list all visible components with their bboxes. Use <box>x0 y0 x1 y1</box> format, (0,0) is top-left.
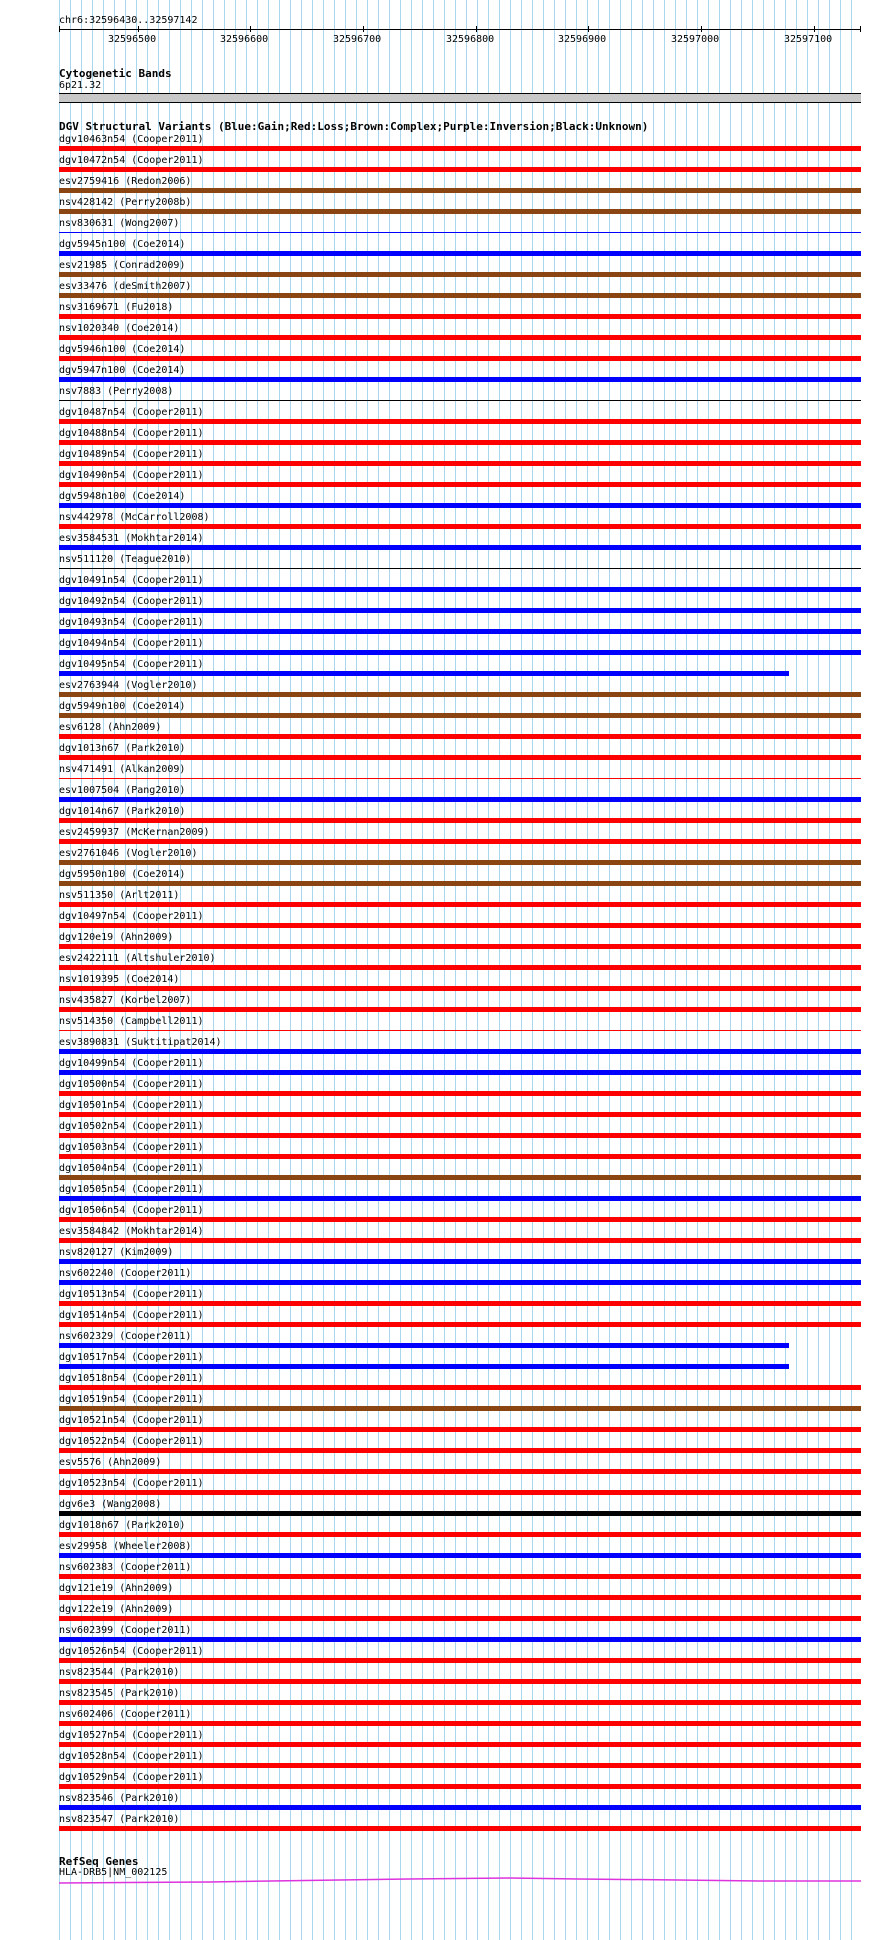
dgv-variant-label[interactable]: nsv602399 (Cooper2011) <box>59 1625 192 1636</box>
dgv-variant-label[interactable]: nsv602383 (Cooper2011) <box>59 1562 192 1573</box>
dgv-variant-label[interactable]: dgv10493n54 (Cooper2011) <box>59 617 204 628</box>
dgv-variant-bar[interactable] <box>59 419 861 424</box>
dgv-variant-bar[interactable] <box>59 1049 861 1054</box>
dgv-variant-bar[interactable] <box>59 400 861 401</box>
dgv-variant-bar[interactable] <box>59 1030 861 1031</box>
dgv-variant-label[interactable]: dgv121e19 (Ahn2009) <box>59 1583 174 1594</box>
dgv-variant-label[interactable]: dgv5948n100 (Coe2014) <box>59 491 186 502</box>
ruler-tick <box>814 26 815 32</box>
dgv-variant-bar[interactable] <box>59 232 861 233</box>
dgv-variant-label[interactable]: esv21985 (Conrad2009) <box>59 260 186 271</box>
dgv-variant-bar[interactable] <box>59 1091 861 1096</box>
dgv-variant-bar[interactable] <box>59 1763 861 1768</box>
dgv-variant-label[interactable]: nsv830631 (Wong2007) <box>59 218 180 229</box>
dgv-variant-label[interactable]: nsv602406 (Cooper2011) <box>59 1709 192 1720</box>
dgv-variant-label[interactable]: dgv10491n54 (Cooper2011) <box>59 575 204 586</box>
dgv-variant-label[interactable]: dgv10501n54 (Cooper2011) <box>59 1100 204 1111</box>
dgv-track-title[interactable]: DGV Structural Variants (Blue:Gain;Red:Loss;Brown:Complex;Purple:Inversion;Black:Unknown) <box>59 120 649 133</box>
dgv-variant-bar[interactable] <box>59 1196 861 1201</box>
dgv-variant-label[interactable]: esv3584531 (Mokhtar2014) <box>59 533 204 544</box>
dgv-variant-label[interactable]: nsv511120 (Teague2010) <box>59 554 192 565</box>
dgv-variant-bar[interactable] <box>59 1700 861 1705</box>
ruler-tick-label: 32596900 <box>558 34 607 45</box>
dgv-variant-label[interactable]: dgv5946n100 (Coe2014) <box>59 344 186 355</box>
dgv-variant-label[interactable]: nsv435827 (Korbel2007) <box>59 995 192 1006</box>
ruler-axis-line <box>59 29 861 30</box>
dgv-variant-label[interactable]: dgv10519n54 (Cooper2011) <box>59 1394 204 1405</box>
dgv-variant-label[interactable]: nsv3169671 (Fu2018) <box>59 302 174 313</box>
dgv-variant-bar[interactable] <box>59 818 861 823</box>
dgv-variant-label[interactable]: esv5576 (Ahn2009) <box>59 1457 162 1468</box>
ruler-tick <box>701 26 702 32</box>
dgv-variant-bar[interactable] <box>59 1553 861 1558</box>
dgv-variant-label[interactable]: dgv6e3 (Wang2008) <box>59 1499 162 1510</box>
dgv-variant-label[interactable]: dgv10489n54 (Cooper2011) <box>59 449 204 460</box>
refseq-gene-label: HLA-DRB5|NM_002125 <box>59 1867 168 1878</box>
dgv-variant-bar[interactable] <box>59 167 861 172</box>
dgv-variant-label[interactable]: dgv10504n54 (Cooper2011) <box>59 1163 204 1174</box>
dgv-variant-bar[interactable] <box>59 755 861 760</box>
dgv-variant-label[interactable]: dgv10490n54 (Cooper2011) <box>59 470 204 481</box>
dgv-variant-bar[interactable] <box>59 1721 861 1726</box>
dgv-variant-label[interactable]: dgv10497n54 (Cooper2011) <box>59 911 204 922</box>
dgv-variant-bar[interactable] <box>59 1217 861 1222</box>
dgv-variant-bar[interactable] <box>59 923 861 928</box>
ruler-tick <box>138 26 139 32</box>
dgv-variant-label[interactable]: esv2763944 (Vogler2010) <box>59 680 198 691</box>
dgv-variant-label[interactable]: nsv823546 (Park2010) <box>59 1793 180 1804</box>
dgv-variant-bar[interactable] <box>59 1007 861 1012</box>
dgv-variant-label[interactable]: dgv5950n100 (Coe2014) <box>59 869 186 880</box>
dgv-variant-bar[interactable] <box>59 188 861 193</box>
ruler-tick-label: 32597000 <box>671 34 720 45</box>
dgv-variant-label[interactable]: dgv1013n67 (Park2010) <box>59 743 186 754</box>
refseq-track-title[interactable]: RefSeq Genes <box>59 1855 139 1868</box>
dgv-variant-bar[interactable] <box>59 713 861 718</box>
dgv-variant-bar[interactable] <box>59 671 789 676</box>
dgv-variant-label[interactable]: dgv10506n54 (Cooper2011) <box>59 1205 204 1216</box>
ruler-tick-label: 32596500 <box>108 34 157 45</box>
dgv-variant-bar[interactable] <box>59 482 861 487</box>
dgv-variant-label[interactable]: dgv10488n54 (Cooper2011) <box>59 428 204 439</box>
dgv-variant-bar[interactable] <box>59 1385 861 1390</box>
dgv-variant-label[interactable]: dgv10529n54 (Cooper2011) <box>59 1772 204 1783</box>
dgv-variant-bar[interactable] <box>59 1805 861 1810</box>
dgv-variant-bar[interactable] <box>59 1427 861 1432</box>
dgv-variant-bar[interactable] <box>59 1469 861 1474</box>
ruler-tick <box>363 26 364 32</box>
dgv-variant-bar[interactable] <box>59 503 861 508</box>
dgv-variant-label[interactable]: dgv10514n54 (Cooper2011) <box>59 1310 204 1321</box>
dgv-variant-label[interactable]: dgv10487n54 (Cooper2011) <box>59 407 204 418</box>
dgv-variant-label[interactable]: nsv1020340 (Coe2014) <box>59 323 180 334</box>
dgv-variant-label[interactable]: dgv10503n54 (Cooper2011) <box>59 1142 204 1153</box>
cytoband-track-title[interactable]: Cytogenetic Bands <box>59 67 172 80</box>
dgv-variant-bar[interactable] <box>59 1406 861 1411</box>
dgv-variant-label[interactable]: dgv10505n54 (Cooper2011) <box>59 1184 204 1195</box>
dgv-variant-label[interactable]: dgv5947n100 (Coe2014) <box>59 365 186 376</box>
dgv-variant-label[interactable]: dgv10513n54 (Cooper2011) <box>59 1289 204 1300</box>
dgv-variant-label[interactable]: esv2459937 (McKernan2009) <box>59 827 210 838</box>
cytoband-bar[interactable] <box>59 93 861 103</box>
dgv-variant-bar[interactable] <box>59 146 861 151</box>
dgv-variant-bar[interactable] <box>59 839 861 844</box>
ruler-tick-label: 32596600 <box>220 34 269 45</box>
gene-line <box>59 1878 861 1883</box>
dgv-variant-label[interactable]: nsv511350 (Arlt2011) <box>59 890 180 901</box>
dgv-variant-bar[interactable] <box>59 251 861 256</box>
dgv-variant-label[interactable]: nsv7883 (Perry2008) <box>59 386 174 397</box>
dgv-variant-bar[interactable] <box>59 377 861 382</box>
dgv-variant-bar[interactable] <box>59 965 861 970</box>
dgv-variant-bar[interactable] <box>59 629 861 634</box>
dgv-variant-bar[interactable] <box>59 1154 861 1159</box>
dgv-variant-label[interactable]: dgv10500n54 (Cooper2011) <box>59 1079 204 1090</box>
dgv-variant-bar[interactable] <box>59 734 861 739</box>
dgv-variant-bar[interactable] <box>59 860 861 865</box>
dgv-variant-bar[interactable] <box>59 524 861 529</box>
dgv-variant-bar[interactable] <box>59 1658 861 1663</box>
dgv-variant-label[interactable]: nsv514350 (Campbell2011) <box>59 1016 204 1027</box>
dgv-variant-label[interactable]: nsv1019395 (Coe2014) <box>59 974 180 985</box>
dgv-variant-label[interactable]: dgv10472n54 (Cooper2011) <box>59 155 204 166</box>
dgv-variant-bar[interactable] <box>59 1259 861 1264</box>
dgv-variant-bar[interactable] <box>59 881 861 886</box>
dgv-variant-bar[interactable] <box>59 1595 861 1600</box>
dgv-variant-label[interactable]: esv29958 (Wheeler2008) <box>59 1541 192 1552</box>
dgv-variant-bar[interactable] <box>59 986 861 991</box>
dgv-variant-bar[interactable] <box>59 1133 861 1138</box>
dgv-variant-label[interactable]: esv6128 (Ahn2009) <box>59 722 162 733</box>
dgv-variant-label[interactable]: dgv5945n100 (Coe2014) <box>59 239 186 250</box>
dgv-variant-bar[interactable] <box>59 778 861 779</box>
dgv-variant-bar[interactable] <box>59 440 861 445</box>
dgv-variant-bar[interactable] <box>59 1343 789 1348</box>
dgv-variant-bar[interactable] <box>59 568 861 569</box>
ruler-tick <box>250 26 251 32</box>
dgv-variant-bar[interactable] <box>59 1448 861 1453</box>
dgv-variant-bar[interactable] <box>59 1742 861 1747</box>
dgv-variant-label[interactable]: esv1007504 (Pang2010) <box>59 785 186 796</box>
dgv-variant-label[interactable]: esv2759416 (Redon2006) <box>59 176 192 187</box>
dgv-variant-label[interactable]: dgv10492n54 (Cooper2011) <box>59 596 204 607</box>
dgv-variant-bar[interactable] <box>59 944 861 949</box>
dgv-variant-bar[interactable] <box>59 1532 861 1537</box>
dgv-variant-label[interactable]: dgv1018n67 (Park2010) <box>59 1520 186 1531</box>
dgv-variant-label[interactable]: dgv10522n54 (Cooper2011) <box>59 1436 204 1447</box>
dgv-variant-bar[interactable] <box>59 1112 861 1117</box>
dgv-variant-label[interactable]: dgv10527n54 (Cooper2011) <box>59 1730 204 1741</box>
dgv-variant-bar[interactable] <box>59 314 861 319</box>
dgv-variant-bar[interactable] <box>59 1175 861 1180</box>
dgv-variant-label[interactable]: esv3890831 (Suktitipat2014) <box>59 1037 222 1048</box>
dgv-variant-label[interactable]: dgv120e19 (Ahn2009) <box>59 932 174 943</box>
dgv-variant-label[interactable]: nsv471491 (Alkan2009) <box>59 764 186 775</box>
dgv-variant-bar[interactable] <box>59 1301 861 1306</box>
dgv-variant-bar[interactable] <box>59 1322 861 1327</box>
dgv-variant-bar[interactable] <box>59 272 861 277</box>
dgv-variant-label[interactable]: nsv823544 (Park2010) <box>59 1667 180 1678</box>
dgv-variant-bar[interactable] <box>59 209 861 214</box>
dgv-variant-label[interactable]: esv33476 (deSmith2007) <box>59 281 192 292</box>
dgv-variant-bar[interactable] <box>59 650 861 655</box>
ruler-tick-label: 32596800 <box>446 34 495 45</box>
ruler-tick-label: 32596700 <box>333 34 382 45</box>
dgv-variant-bar[interactable] <box>59 587 861 592</box>
dgv-variant-bar[interactable] <box>59 545 861 550</box>
dgv-variant-label[interactable]: dgv10517n54 (Cooper2011) <box>59 1352 204 1363</box>
dgv-variant-bar[interactable] <box>59 1070 861 1075</box>
dgv-variant-bar[interactable] <box>59 461 861 466</box>
dgv-variant-label[interactable]: nsv823545 (Park2010) <box>59 1688 180 1699</box>
dgv-variant-label[interactable]: dgv10518n54 (Cooper2011) <box>59 1373 204 1384</box>
dgv-variant-label[interactable]: nsv442978 (McCarroll2008) <box>59 512 210 523</box>
dgv-variant-bar[interactable] <box>59 1511 861 1516</box>
dgv-variant-label[interactable]: dgv10495n54 (Cooper2011) <box>59 659 204 670</box>
dgv-variant-label[interactable]: esv2761046 (Vogler2010) <box>59 848 198 859</box>
dgv-variant-label[interactable]: dgv122e19 (Ahn2009) <box>59 1604 174 1615</box>
dgv-variant-bar[interactable] <box>59 608 861 613</box>
dgv-variant-label[interactable]: dgv10521n54 (Cooper2011) <box>59 1415 204 1426</box>
dgv-variant-label[interactable]: dgv10502n54 (Cooper2011) <box>59 1121 204 1132</box>
dgv-variant-label[interactable]: nsv602240 (Cooper2011) <box>59 1268 192 1279</box>
ruler-position-label: chr6:32596430..32597142 <box>59 15 198 26</box>
dgv-variant-bar[interactable] <box>59 1280 861 1285</box>
dgv-variant-label[interactable]: nsv602329 (Cooper2011) <box>59 1331 192 1342</box>
ruler-tick-label: 32597100 <box>784 34 833 45</box>
dgv-variant-bar[interactable] <box>59 1679 861 1684</box>
dgv-variant-label[interactable]: dgv10526n54 (Cooper2011) <box>59 1646 204 1657</box>
dgv-variant-label[interactable]: dgv10499n54 (Cooper2011) <box>59 1058 204 1069</box>
dgv-variant-label[interactable]: esv2422111 (Altshuler2010) <box>59 953 216 964</box>
ruler-end-tick <box>59 26 60 32</box>
dgv-variant-bar[interactable] <box>59 797 861 802</box>
dgv-variant-bar[interactable] <box>59 1826 861 1831</box>
dgv-variant-label[interactable]: dgv10523n54 (Cooper2011) <box>59 1478 204 1489</box>
dgv-variant-bar[interactable] <box>59 1574 861 1579</box>
dgv-variant-bar[interactable] <box>59 902 861 907</box>
dgv-variant-bar[interactable] <box>59 335 861 340</box>
ruler-tick <box>588 26 589 32</box>
dgv-variant-bar[interactable] <box>59 1238 861 1243</box>
dgv-variant-label[interactable]: dgv10528n54 (Cooper2011) <box>59 1751 204 1762</box>
dgv-variant-label[interactable]: nsv428142 (Perry2008b) <box>59 197 192 208</box>
dgv-variant-bar[interactable] <box>59 293 861 298</box>
dgv-variant-label[interactable]: dgv10463n54 (Cooper2011) <box>59 134 204 145</box>
dgv-variant-bar[interactable] <box>59 692 861 697</box>
dgv-variant-bar[interactable] <box>59 1616 861 1621</box>
dgv-variant-label[interactable]: dgv10494n54 (Cooper2011) <box>59 638 204 649</box>
dgv-variant-label[interactable]: dgv5949n100 (Coe2014) <box>59 701 186 712</box>
refseq-gene-feature[interactable] <box>59 1874 861 1884</box>
dgv-variant-label[interactable]: nsv820127 (Kim2009) <box>59 1247 174 1258</box>
ruler-tick <box>476 26 477 32</box>
dgv-variant-bar[interactable] <box>59 1490 861 1495</box>
dgv-variant-bar[interactable] <box>59 1364 789 1369</box>
dgv-variant-bar[interactable] <box>59 1784 861 1789</box>
dgv-variant-bar[interactable] <box>59 356 861 361</box>
dgv-variant-label[interactable]: esv3584842 (Mokhtar2014) <box>59 1226 204 1237</box>
dgv-variant-label[interactable]: nsv823547 (Park2010) <box>59 1814 180 1825</box>
dgv-variant-bar[interactable] <box>59 1637 861 1642</box>
ruler-end-tick <box>860 26 861 32</box>
cytoband-label: 6p21.32 <box>59 80 102 91</box>
dgv-variant-label[interactable]: dgv1014n67 (Park2010) <box>59 806 186 817</box>
